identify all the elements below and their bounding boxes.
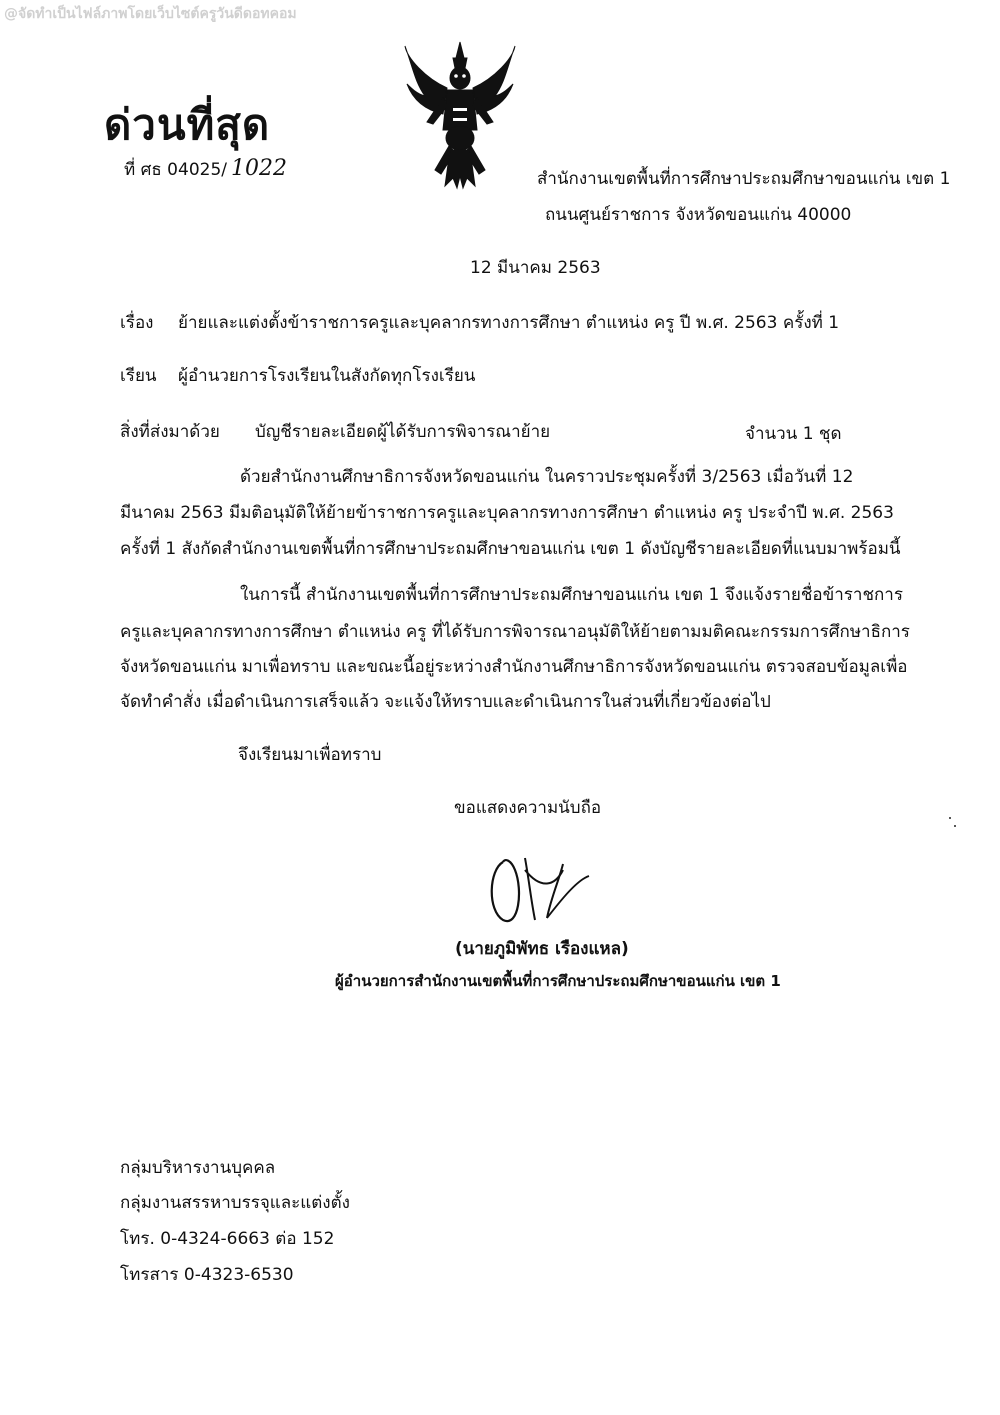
- closing-line: จึงเรียนมาเพื่อทราบ: [238, 745, 382, 765]
- regards-line: ขอแสดงความนับถือ: [454, 798, 602, 818]
- watermark: @จัดทำเป็นไฟล์ภาพโดยเว็บไซต์ครูวันดีดอทคอม: [4, 6, 297, 22]
- paragraph-2-line-4: จัดทำคำสั่ง เมื่อดำเนินการเสร็จแล้ว จะแจ้งให้ทราบและดำเนินการในส่วนที่เกี่ยวข้องต่อไป: [120, 692, 771, 712]
- enclosure-quantity: จำนวน 1 ชุด: [745, 424, 842, 444]
- recipient-label: เรียน: [120, 366, 157, 386]
- footer-division: กลุ่มบริหารงานบุคคล: [120, 1158, 276, 1178]
- subject-line: [120, 312, 839, 334]
- subject-text: ย้ายและแต่งตั้งข้าราชการครูและบุคลากรทางการศึกษา ตำแหน่ง ครู ปี พ.ศ. 2563 ครั้งที่ 1: [178, 313, 840, 333]
- paragraph-2-line-3: จังหวัดขอนแก่น มาเพื่อทราบ และขณะนี้อยู่ระหว่างสำนักงานศึกษาธิการจังหวัดขอนแก่น ตรวจสอบข้อมูลเพื่อ: [120, 657, 908, 677]
- enclosure-text: บัญชีรายละเอียดผู้ได้รับการพิจารณาย้าย: [255, 422, 551, 442]
- garuda-emblem-icon: [395, 38, 525, 190]
- footer-fax: โทรสาร 0-4323-6530: [120, 1265, 294, 1285]
- letter-date: 12 มีนาคม 2563: [470, 258, 601, 278]
- reference-label: ที่ ศธ 04025/: [124, 160, 227, 180]
- subject-label: เรื่อง: [120, 313, 154, 333]
- signatory-position: ผู้อำนวยการสำนักงานเขตพื้นที่การศึกษาประถมศึกษาขอนแก่น เขต 1: [335, 972, 781, 990]
- reference-number: [124, 158, 287, 181]
- footer-unit: กลุ่มงานสรรหาบรรจุและแต่งตั้ง: [120, 1193, 350, 1213]
- recipient-text: ผู้อำนวยการโรงเรียนในสังกัดทุกโรงเรียน: [178, 366, 476, 386]
- paragraph-1-line-1: ด้วยสำนักงานศึกษาธิการจังหวัดขอนแก่น ในคราวประชุมครั้งที่ 3/2563 เมื่อวันที่ 12: [240, 467, 854, 487]
- paragraph-1-line-2: มีนาคม 2563 มีมติอนุมัติให้ย้ายข้าราชการครูและบุคลากรทางการศึกษา ตำแหน่ง ครู ประจำปี พ.ศ. 2563: [120, 503, 894, 523]
- signatory-name: (นายภูมิพัทธ เรืองแหล): [455, 939, 629, 959]
- footer-phone: โทร. 0-4324-6663 ต่อ 152: [120, 1229, 335, 1249]
- paragraph-2-line-1: ในการนี้ สำนักงานเขตพื้นที่การศึกษาประถมศึกษาขอนแก่น เขต 1 จึงแจ้งรายชื่อข้าราชการ: [240, 585, 903, 605]
- paragraph-2-line-2: ครูและบุคลากรทางการศึกษา ตำแหน่ง ครู ที่ได้รับการพิจารณาอนุมัติให้ย้ายตามมติคณะกรรมการศึกษาธิการ: [120, 622, 910, 642]
- scan-speck: [948, 816, 958, 828]
- handwritten-signature: [485, 840, 595, 930]
- office-name: สำนักงานเขตพื้นที่การศึกษาประถมศึกษาขอนแก่น เขต 1: [537, 169, 951, 189]
- urgency-stamp: ด่วนที่สุด: [104, 100, 271, 149]
- office-address: ถนนศูนย์ราชการ จังหวัดขอนแก่น 40000: [545, 205, 852, 225]
- enclosure-label: สิ่งที่ส่งมาด้วย: [120, 422, 220, 442]
- paragraph-1-line-3: ครั้งที่ 1 สังกัดสำนักงานเขตพื้นที่การศึกษาประถมศึกษาขอนแก่น เขต 1 ดังบัญชีรายละเอียดที่แนบมาพร้อมนี้: [120, 539, 901, 559]
- reference-handwritten-number: 1022: [231, 156, 287, 181]
- recipient-line: [120, 365, 475, 387]
